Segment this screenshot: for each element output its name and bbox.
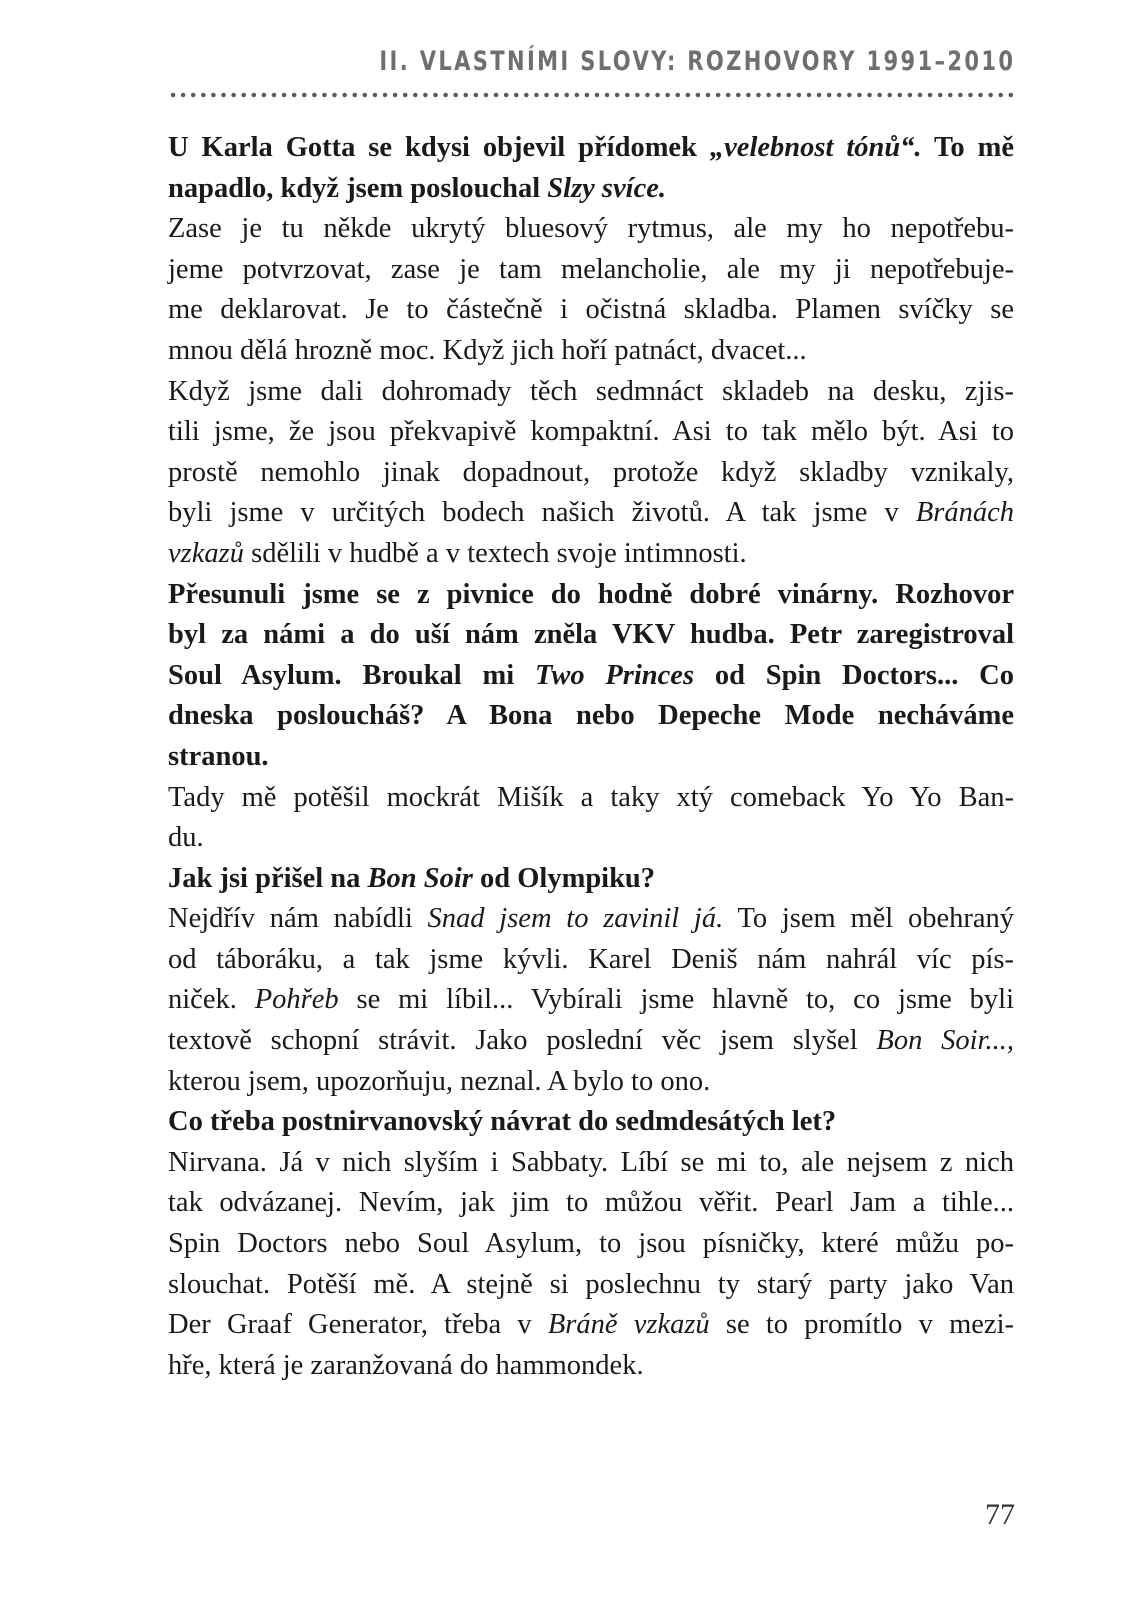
answer-text-line: [168, 453, 1014, 494]
text-run: niček.: [168, 984, 255, 1016]
answer-text-line: [168, 209, 1014, 250]
text-run: napadlo, když jsem poslouchal: [168, 172, 548, 204]
answer-text-line: [168, 290, 1014, 331]
text-run: tak odvázanej. Nevím, jak jim to můžou věřit. Pearl Jam a tihle...: [168, 1187, 1014, 1219]
italic-title: Bráně vzkazů: [547, 1309, 710, 1341]
answer-text-line: [168, 1143, 1014, 1184]
answer-text-line: [168, 412, 1014, 453]
italic-title: vzkazů: [168, 537, 244, 569]
dotted-divider: [168, 92, 1014, 98]
answer-text-line: [168, 1346, 1014, 1387]
text-run: dneska posloucháš? A Bona nebo Depeche Mode necháváme: [168, 700, 1014, 732]
interviewer-question-line: [168, 169, 1014, 210]
interviewer-question-line: [168, 128, 1014, 169]
text-run: prostě nemohlo jinak dopadnout, protože když skladby vznikaly,: [168, 456, 1014, 488]
text-run: byl za námi a do uší nám zněla VKV hudba. Petr zaregistroval: [168, 619, 1014, 651]
text-run: me deklarovat. Je to částečně i očistná skladba. Plamen svíčky se: [168, 294, 1014, 326]
answer-text-line: [168, 493, 1014, 534]
text-run: se to promítlo v mezi-: [709, 1309, 1014, 1341]
text-run: Co třeba postnirvanovský návrat do sedmdesátých let?: [168, 1106, 837, 1138]
answer-text-line: [168, 940, 1014, 981]
answer-text-line: [168, 250, 1014, 291]
interviewer-question-line: [168, 859, 1014, 900]
text-run: tili jsme, že jsou překvapivě kompaktní. Asi to tak mělo být. Asi to: [168, 416, 1014, 448]
interviewer-question-line: [168, 696, 1014, 737]
text-run: byli jsme v určitých bodech našich životů. A tak jsme v: [168, 497, 916, 529]
answer-text-line: [168, 1062, 1014, 1103]
text-run: stranou.: [168, 740, 269, 772]
text-run: Přesunuli jsme se z pivnice do hodně dobré vinárny. Rozhovor: [168, 578, 1014, 610]
text-run: jeme potvrzovat, zase je tam melancholie, ale my ji nepotřebuje-: [168, 253, 1014, 285]
answer-text-line: [168, 778, 1014, 819]
italic-title: Two Princes: [534, 659, 695, 691]
text-run: sdělili v hudbě a v textech svoje intimnosti.: [243, 537, 747, 569]
interviewer-question-line: [168, 615, 1014, 656]
text-run: hře, která je zaranžovaná do hammondek.: [168, 1349, 644, 1381]
text-run: kterou jsem, upozorňuju, neznal. A bylo to ono.: [168, 1065, 711, 1097]
answer-text-line: [168, 1305, 1014, 1346]
text-run: textově schopní strávit. Jako poslední věc jsem slyšel: [168, 1025, 877, 1057]
text-run: slouchat. Potěší mě. A stejně si poslechnu ty starý party jako Van: [168, 1268, 1014, 1300]
text-run: Nirvana. Já v nich slyším i Sabbaty. Líbí se mi to, ale nejsem z nich: [168, 1146, 1014, 1178]
interview-text: [168, 128, 1014, 1386]
answer-text-line: [168, 1021, 1014, 1062]
text-run: od táboráku, a tak jsme kývli. Karel Deniš nám nahrál víc pís-: [168, 943, 1014, 975]
text-run: mnou dělá hrozně moc. Když jich hoří patnáct, dvacet...: [168, 334, 807, 366]
answer-text-line: [168, 1265, 1014, 1306]
interviewer-question-line: [168, 737, 1014, 778]
text-run: se mi líbil... Vybírali jsme hlavně to, co jsme byli: [338, 984, 1014, 1016]
answer-text-line: [168, 534, 1014, 575]
italic-title: Slzy svíce.: [547, 172, 667, 204]
answer-text-line: [168, 980, 1014, 1021]
text-run: U Karla Gotta se kdysi objevil přídomek: [168, 132, 710, 163]
text-run: od Olympiku?: [472, 862, 656, 894]
text-run: Soul Asylum. Broukal mi: [168, 659, 535, 691]
text-run: Der Graaf Generator, třeba v: [168, 1309, 548, 1341]
text-run: To mě: [921, 132, 1014, 163]
answer-text-line: [168, 331, 1014, 372]
interviewer-question-line: [168, 656, 1014, 697]
text-run: Jak jsi přišel na: [168, 862, 368, 894]
text-run: Tady mě potěšil mockrát Mišík a taky xtý comeback Yo Yo Ban-: [168, 781, 1014, 813]
answer-text-line: [168, 818, 1014, 859]
italic-title: Bon Soir: [367, 862, 473, 894]
answer-text-line: [168, 1224, 1014, 1265]
italic-title: Bon Soir...,: [876, 1025, 1014, 1057]
text-run: Nejdřív nám nabídli: [168, 903, 428, 935]
running-head: II. VLASTNÍMI SLOVY: ROZHOVORY 1991–2010: [379, 46, 1015, 77]
text-run: Zase je tu někde ukrytý bluesový rytmus, ale my ho nepotřebu-: [168, 213, 1014, 245]
answer-text-line: [168, 372, 1014, 413]
answer-text-line: [168, 899, 1014, 940]
italic-title: Bránách: [915, 497, 1014, 529]
interviewer-question-line: [168, 1102, 1014, 1143]
text-run: To jsem měl obehraný: [723, 903, 1014, 935]
text-run: du.: [168, 822, 204, 854]
italic-title: Snad jsem to zavinil já.: [427, 903, 724, 935]
interviewer-question-line: [168, 575, 1014, 616]
text-run: od Spin Doctors... Co: [694, 659, 1014, 691]
text-run: Když jsme dali dohromady těch sedmnáct skladeb na desku, zjis-: [168, 375, 1014, 407]
answer-text-line: [168, 1183, 1014, 1224]
page-number: 77: [985, 1498, 1015, 1531]
italic-title: „velebnost tónů“.: [709, 132, 922, 163]
italic-title: Pohřeb: [254, 984, 339, 1016]
text-run: Spin Doctors nebo Soul Asylum, to jsou písničky, které můžu po-: [168, 1228, 1014, 1260]
